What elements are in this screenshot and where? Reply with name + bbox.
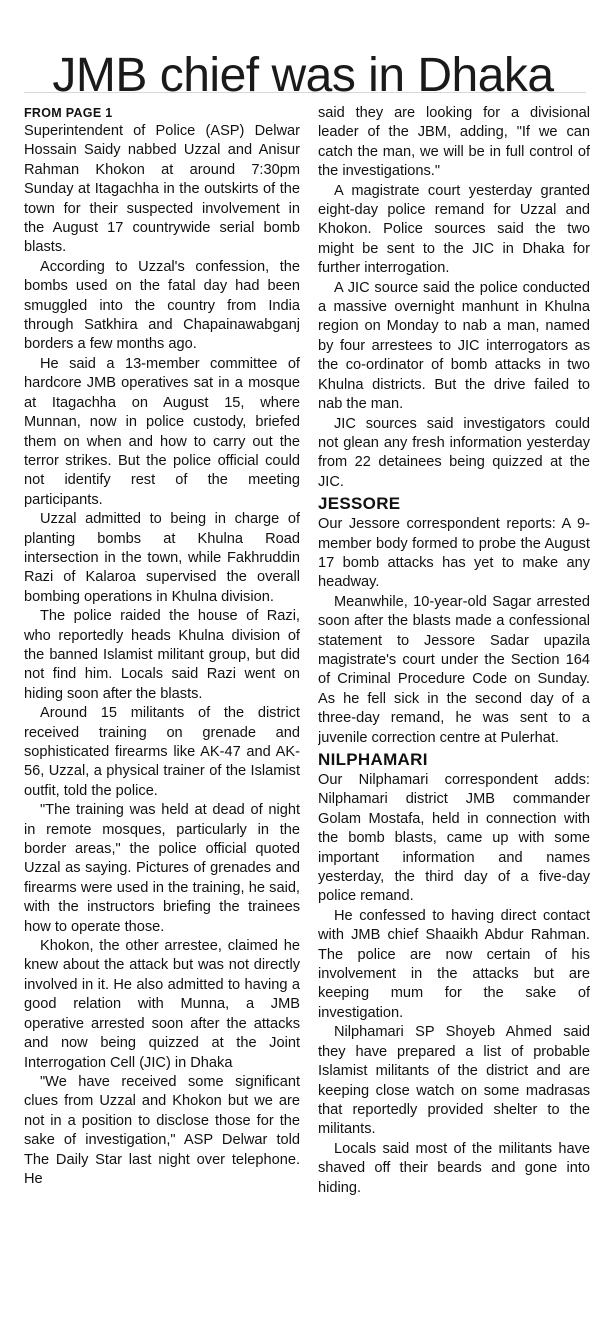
paragraph: The police raided the house of Razi, who reportedly heads Khulna division of the banned Islamist militant group, but did not find him. Locals said Razi went on hiding soon after the blasts.: [24, 608, 300, 702]
paragraph: Locals said most of the militants have shaved off their beards and gone into hiding.: [318, 1140, 590, 1196]
paragraph: Our Jessore correspondent reports: A 9-member body formed to probe the August 17 bomb attacks has yet to make any headway.: [318, 516, 590, 591]
paragraph: Superintendent of Police (ASP) Delwar Hossain Saidy nabbed Uzzal and Anisur Rahman Khokon at around 7:30pm Sunday at Itagachha in the outskirts of the town for their suspected involvement in the August 17 countrywide serial bomb blasts.: [24, 123, 300, 256]
paragraph: He confessed to having direct contact with JMB chief Shaaikh Abdur Rahman. The police are now certain of his involvement in the attacks but are keeping mum for the sake of investigation.: [318, 907, 590, 1021]
headline: JMB chief was in Dhaka: [52, 49, 554, 103]
paragraph: Meanwhile, 10-year-old Sagar arrested soon after the blasts made a confessional statement to Jessore Sadar upazila magistrate's court under the Section 164 of Criminal Procedure Code on Sunday. As he fell sick in the second day of a three-day remand, he was sent to a juvenile correction centre at Pulerhat.: [318, 593, 590, 746]
paragraph: A JIC source said the police conducted a massive overnight manhunt in Khulna region on Monday to nab a man, named by four arrestees to JIC interrogators as the co-ordinator of bomb attacks in two Khulna districts. But the drive failed to nab the man.: [318, 279, 590, 413]
paragraph: Our Nilphamari correspondent adds: Nilphamari district JMB commander Golam Mostafa, held in connection with the bomb blasts, came up with some important information and names yesterday, the third day of a five-day police remand.: [318, 772, 590, 905]
paragraph: "We have received some significant clues from Uzzal and Khokon but we are not in a position to disclose those for the sake of investigation," ASP Delwar told The Daily Star last night over telephone. He: [24, 1073, 300, 1187]
paragraph: Uzzal admitted to being in charge of planting bombs at Khulna Road intersection in the town, while Fakhruddin Razi of Kalaroa supervised the overall bombing operations in Khulna division.: [24, 511, 300, 605]
paragraph: According to Uzzal's confession, the bombs used on the fatal day had been smuggled into the country from India through Satkhira and Chapainawabganj borders a few months ago.: [24, 258, 300, 353]
paragraph: said they are looking for a divisional leader of the JBM, adding, "If we can catch the man, we will be in full control of the investigations.": [318, 105, 590, 180]
paragraph: JIC sources said investigators could not glean any fresh information yesterday from 22 detainees being quizzed at the JIC.: [318, 415, 590, 490]
paragraph: He said a 13-member committee of hardcore JMB operatives sat in a mosque at Itagachha on August 15, where Munnan, now in police custody, briefed them on when and how to carry out the terror strikes. But the police official could not identify rest of the meeting participants.: [24, 355, 300, 508]
article-column-1: [24, 104, 300, 1324]
paragraph: "The training was held at dead of night in remote mosques, particularly in the border areas," the police official quoted Uzzal as saying. Pictures of grenades and firearms were used in the training, he said, with the instructors briefing the trainees how to operate those.: [24, 802, 300, 935]
kicker: FROM PAGE 1: [24, 106, 113, 120]
paragraph: Nilphamari SP Shoyeb Ahmed said they have prepared a list of probable Islamist militants of the district and are keeping close watch on some madrasas that reportedly provided shelter to the militants.: [318, 1024, 590, 1138]
paragraph: A magistrate court yesterday granted eight-day police remand for Uzzal and Khokon. Police sources said the two might be sent to the JIC in Dhaka for further interrogation.: [318, 182, 590, 277]
headline-rule: [24, 92, 586, 93]
section-heading-nilphamari: NILPHAMARI: [318, 750, 428, 769]
paragraph: Khokon, the other arrestee, claimed he knew about the attack but was not directly involved in it. He also admitted to having a good relation with Munna, a JMB operative arrested soon after the attacks and now being quizzed at the Joint Interrogation Cell (JIC) in Dhaka: [24, 938, 300, 1071]
paragraph: Around 15 militants of the district received training on grenade and sophisticated firearms like AK-47 and AK-56, Uzzal, a physical trainer of the Islamist outfit, told the police.: [24, 705, 300, 799]
article-column-2: [318, 104, 590, 1324]
section-heading-jessore: JESSORE: [318, 494, 401, 514]
